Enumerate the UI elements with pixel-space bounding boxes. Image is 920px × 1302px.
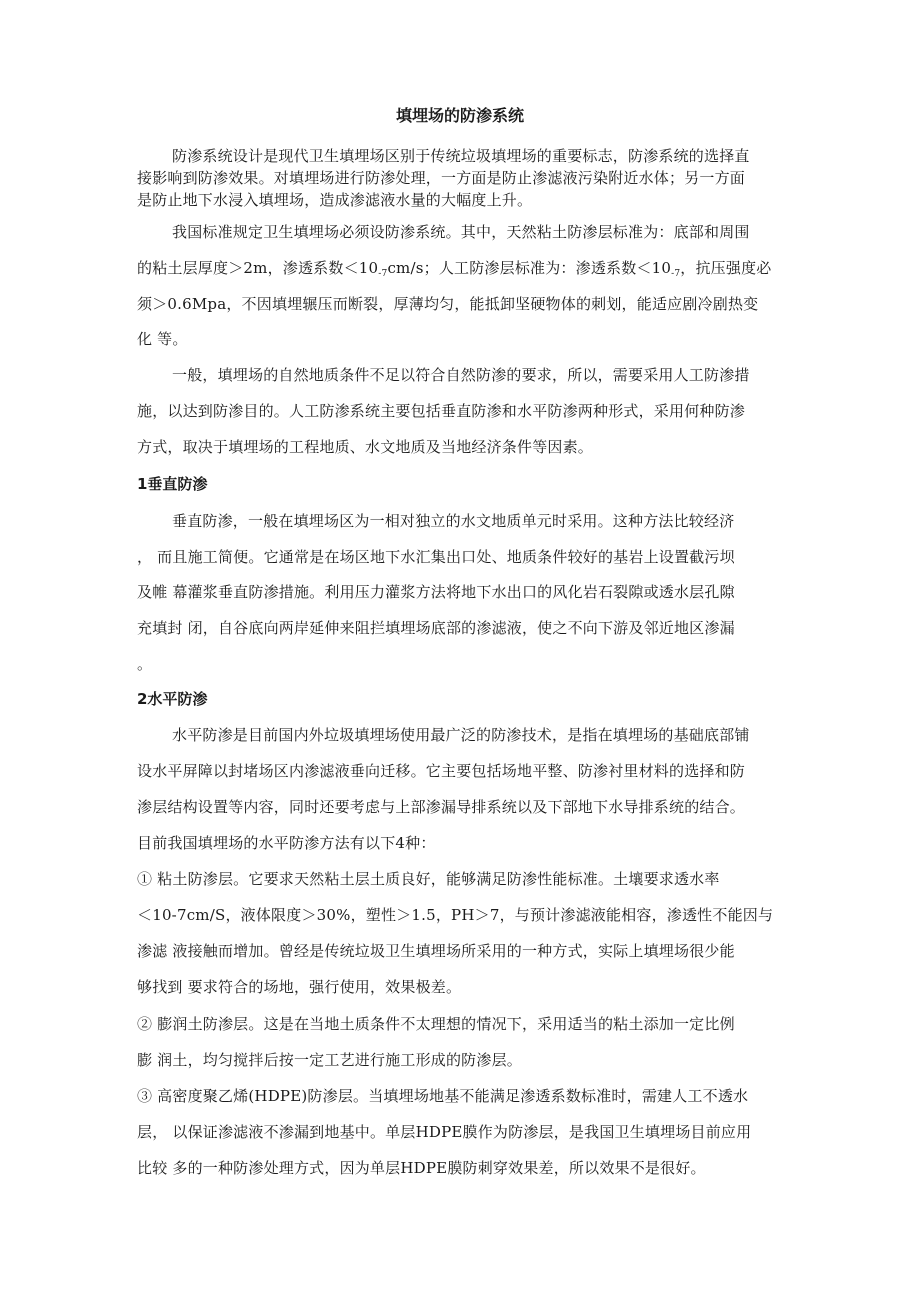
- section-2-line-12: 层， 以保证渗滤液不渗漏到地基中。单层HDPE膜作为防渗层，是我国卫生填埋场目前应用: [137, 1123, 752, 1141]
- section-2-line-2: 设水平屏障以封堵场区内渗滤液垂向迁移。它主要包括场地平整、防渗衬里材料的选择和防: [137, 762, 746, 780]
- section-2-line-8: 够找到 要求符合的场地，强行使用，效果极差。: [137, 978, 462, 996]
- section-2-line-7: 渗滤 液接触而增加。曾经是传统垃圾卫生填埋场所采用的一种方式，实际上填埋场很少能: [137, 942, 735, 960]
- section-2-heading: 2水平防渗: [137, 690, 208, 708]
- section-1-line-4: 充填封 闭，自谷底向两岸延伸来阻拦填埋场底部的渗滤液，使之不向下游及邻近地区渗漏: [137, 619, 735, 637]
- section-1-line-3: 及帷 幕灌浆垂直防渗措施。利用压力灌浆方法将地下水出口的风化岩石裂隙或透水层孔隙: [137, 583, 735, 601]
- standard-line-2-part-b: cm/s；人工防渗层标准为：渗透系数＜10: [387, 259, 672, 277]
- section-2-line-13: 比较 多的一种防渗处理方式，因为单层HDPE膜防刺穿效果差，所以效果不是很好。: [137, 1159, 706, 1177]
- standard-line-2-part-c: ，抗压强度必: [680, 259, 772, 277]
- section-1-heading: 1垂直防渗: [137, 475, 208, 493]
- section-2-line-9: ② 膨润土防渗层。这是在当地土质条件不太理想的情况下，采用适当的粘土添加一定比例: [137, 1015, 735, 1033]
- intro-line-2: 接影响到防渗效果。对填埋场进行防渗处理，一方面是防止渗滤液污染附近水体；另一方面: [137, 169, 746, 187]
- document-title: 填埋场的防渗系统: [395, 106, 524, 125]
- section-2-line-1: 水平防渗是目前国内外垃圾填埋场使用最广泛的防渗技术，是指在填埋场的基础底部铺: [172, 726, 750, 744]
- section-2-line-6: ＜10-7cm/S，液体限度＞30%，塑性＞1.5，PH＞7，与预计渗滤液能相容，渗透性不能因与: [137, 906, 774, 924]
- intro-line-3: 是防止地下水浸入填埋场，造成渗滤液水量的大幅度上升。: [137, 191, 533, 209]
- section-2-line-3: 渗层结构设置等内容，同时还要考虑与上部渗漏导排系统以及下部地下水导排系统的结合。: [137, 798, 746, 816]
- section-2-line-10: 膨 润土，均匀搅拌后按一定工艺进行施工形成的防渗层。: [137, 1051, 522, 1069]
- exponent-2: -7: [671, 269, 681, 279]
- standard-line-2-part-a: 的粘土层厚度＞2m，渗透系数＜10: [137, 259, 379, 277]
- general-line-2: 施，以达到防渗目的。人工防渗系统主要包括垂直防渗和水平防渗两种形式，采用何种防渗: [137, 402, 746, 420]
- exponent-1: -7: [378, 269, 388, 279]
- standard-line-2: [137, 257, 771, 285]
- standard-line-4: 化 等。: [137, 330, 188, 348]
- general-line-3: 方式，取决于填埋场的工程地质、水文地质及当地经济条件等因素。: [137, 438, 594, 456]
- section-2-line-5: ① 粘土防渗层。它要求天然粘土层土质良好，能够满足防渗性能标准。土壤要求透水率: [137, 870, 720, 888]
- section-1-line-5: 。: [137, 655, 153, 673]
- section-1-line-1: 垂直防渗，一般在填埋场区为一相对独立的水文地质单元时采用。这种方法比较经济: [172, 512, 735, 530]
- standard-line-3: 须＞0.6Mpa，不因填埋辗压而断裂，厚薄均匀，能抵卸坚硬物体的刺划，能适应剧冷剧热变: [137, 295, 759, 313]
- section-2-line-4: 目前我国填埋场的水平防渗方法有以下4种：: [137, 834, 436, 852]
- general-line-1: 一般，填埋场的自然地质条件不足以符合自然防渗的要求，所以，需要采用人工防渗措: [172, 366, 750, 384]
- standard-line-1: 我国标准规定卫生填埋场必须设防渗系统。其中，天然粘土防渗层标准为：底部和周围: [172, 223, 750, 241]
- section-1-line-2: ， 而且施工简便。它通常是在场区地下水汇集出口处、地质条件较好的基岩上设置截污坝: [137, 548, 735, 566]
- section-2-line-11: ③ 高密度聚乙烯(HDPE)防渗层。当填埋场地基不能满足渗透系数标准时，需建人工不透水: [137, 1087, 749, 1105]
- intro-line-1: 防渗系统设计是现代卫生填埋场区别于传统垃圾填埋场的重要标志，防渗系统的选择直: [172, 147, 750, 165]
